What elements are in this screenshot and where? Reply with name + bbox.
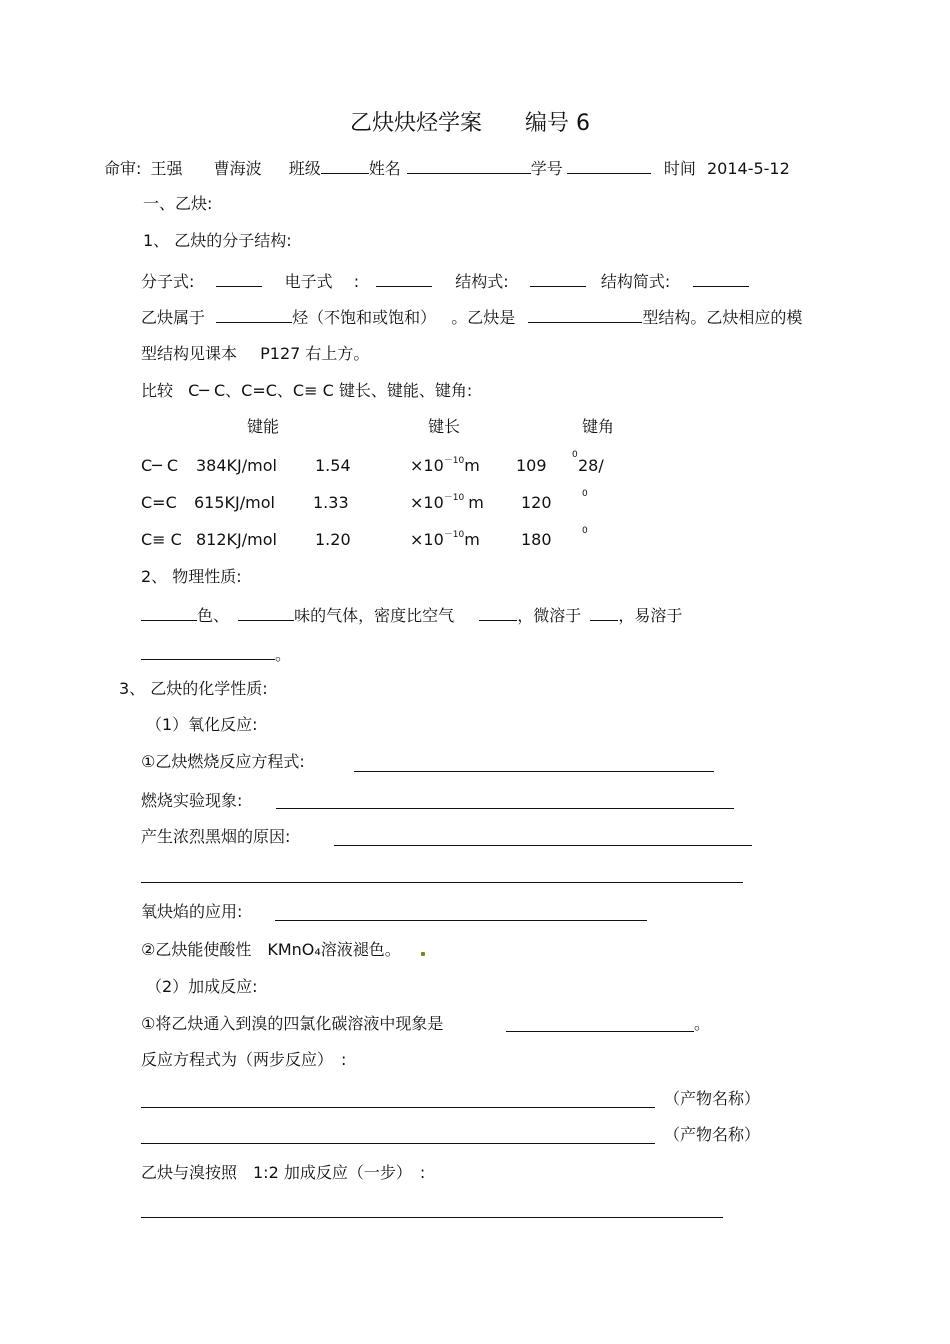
unit-m: m bbox=[464, 456, 480, 475]
sf-label: 结构式: bbox=[455, 272, 509, 291]
row-deg: 0 bbox=[582, 489, 588, 499]
compare-line bbox=[141, 383, 472, 399]
easy-label: ，易溶于 bbox=[618, 606, 683, 625]
row-length: 1.33 bbox=[313, 493, 349, 512]
density-blank[interactable] bbox=[479, 606, 517, 621]
date: 2014-5-12 bbox=[706, 159, 790, 178]
burn-eq-blank[interactable] bbox=[354, 771, 714, 772]
belong-a: 乙炔属于 bbox=[141, 308, 206, 327]
ratio-blank[interactable] bbox=[141, 1217, 723, 1218]
smoke-blank-2[interactable] bbox=[141, 882, 743, 883]
unit-exp: －10 bbox=[443, 530, 465, 540]
color-label: 色、 bbox=[197, 606, 230, 625]
mf-blank[interactable] bbox=[216, 272, 262, 287]
belong-b: 烃（不饱和或饱和） bbox=[292, 308, 437, 327]
header-energy: 键能 bbox=[247, 417, 280, 436]
name-blank[interactable] bbox=[407, 159, 531, 174]
row-unit bbox=[410, 458, 480, 474]
class-label: 班级 bbox=[288, 159, 321, 178]
formula-line bbox=[141, 272, 749, 290]
unit-text: ×10 bbox=[410, 493, 444, 512]
meta-line bbox=[104, 159, 790, 177]
compare-label: 比较 bbox=[141, 381, 174, 400]
reviewer-label: 命审: bbox=[104, 159, 142, 178]
belong-d: 型结构。乙炔相应的模 bbox=[642, 308, 803, 327]
eq-two-label: 反应方程式为（两步反应） : bbox=[141, 1050, 347, 1069]
row-angle: 109 bbox=[516, 456, 547, 475]
name-label: 姓名 bbox=[368, 159, 401, 178]
section-3-heading: 3、 乙炔的化学性质: bbox=[119, 679, 268, 698]
section-2-heading: 2、 物理性质: bbox=[141, 567, 242, 586]
reviewer-name-1: 王强 bbox=[150, 159, 183, 178]
class-blank[interactable] bbox=[321, 159, 369, 174]
belong-line bbox=[141, 308, 802, 326]
row-energy: 812KJ/mol bbox=[196, 530, 277, 549]
belong-c: 。乙炔是 bbox=[451, 308, 516, 327]
row-energy: 384KJ/mol bbox=[196, 456, 277, 475]
prod2-label: （产物名称） bbox=[664, 1125, 761, 1144]
br-pass-blank[interactable] bbox=[506, 1031, 694, 1032]
row-angle: 180 bbox=[521, 530, 552, 549]
id-label: 学号 bbox=[530, 159, 563, 178]
row-length: 1.54 bbox=[315, 456, 351, 475]
section-1-heading: 一、乙炔: bbox=[143, 194, 213, 213]
br-pass-label: ①将乙炔通入到溴的四氯化碳溶液中现象是 bbox=[141, 1014, 444, 1033]
eq-step2-blank[interactable] bbox=[141, 1143, 655, 1144]
row-length: 1.20 bbox=[315, 530, 351, 549]
unit-text: ×10 bbox=[410, 456, 444, 475]
addition-heading: （2）加成反应: bbox=[146, 977, 258, 996]
row-deg: 0 bbox=[572, 450, 578, 460]
br-pass-period: 。 bbox=[694, 1014, 711, 1033]
color-blank[interactable] bbox=[141, 606, 197, 621]
smoke-label: 产生浓烈黑烟的原因: bbox=[141, 827, 291, 846]
ef-label: 电子式 bbox=[284, 272, 333, 291]
ef-blank[interactable] bbox=[376, 272, 432, 287]
micro-blank[interactable] bbox=[590, 606, 618, 621]
flame-label: 氧炔焰的应用: bbox=[141, 902, 243, 921]
burn-eq-label: ①乙炔燃烧反应方程式: bbox=[141, 752, 305, 771]
row-bond: C─ C bbox=[141, 456, 179, 475]
header-length: 键长 bbox=[428, 417, 461, 436]
ssf-label: 结构简式: bbox=[600, 272, 671, 291]
row-bond: C=C bbox=[141, 493, 177, 512]
flame-blank[interactable] bbox=[275, 920, 647, 921]
page-title bbox=[350, 113, 590, 135]
smoke-blank[interactable] bbox=[334, 845, 752, 846]
row-extra: 28/ bbox=[578, 456, 604, 475]
physical-line bbox=[141, 606, 682, 624]
belong-line-2 bbox=[141, 346, 369, 362]
eq-step1-blank[interactable] bbox=[141, 1107, 655, 1108]
unit-exp: －10 bbox=[443, 493, 465, 503]
section-1-sub1: 1、 乙炔的分子结构: bbox=[143, 231, 292, 250]
kmno4-line: ②乙炔能使酸性 KMnO₄溶液褪色。 bbox=[141, 940, 401, 959]
sf-blank[interactable] bbox=[530, 272, 586, 287]
easy-blank[interactable] bbox=[141, 645, 275, 660]
burn-phen-label: 燃烧实验现象: bbox=[141, 791, 243, 810]
ssf-blank[interactable] bbox=[693, 272, 749, 287]
belong-f: P127 右上方。 bbox=[260, 344, 370, 363]
green-mark bbox=[421, 952, 425, 956]
title-name: 乙炔炔烃学案 bbox=[350, 111, 483, 136]
ratio-label: 乙炔与溴按照 1:2 加成反应（一步） : bbox=[141, 1163, 426, 1182]
reviewer-name-2: 曹海波 bbox=[213, 159, 262, 178]
id-blank[interactable] bbox=[567, 159, 651, 174]
time-label: 时间 bbox=[663, 159, 696, 178]
row-deg: 0 bbox=[582, 526, 588, 536]
compare-bonds: C─ C、C=C、C≡ C 键长、键能、键角: bbox=[188, 381, 473, 400]
belong-e: 型结构见课本 bbox=[141, 344, 238, 363]
belong-blank-1[interactable] bbox=[216, 308, 292, 323]
oxidation-heading: （1）氧化反应: bbox=[146, 715, 258, 734]
smell-label: 味的气体，密度比空气 bbox=[294, 606, 455, 625]
unit-exp: －10 bbox=[443, 456, 465, 466]
row-bond: C≡ C bbox=[141, 530, 182, 549]
physical-end: 。 bbox=[275, 645, 292, 664]
smell-blank[interactable] bbox=[238, 606, 294, 621]
row-energy: 615KJ/mol bbox=[194, 493, 275, 512]
mf-label: 分子式: bbox=[141, 272, 195, 291]
row-unit bbox=[410, 532, 480, 548]
unit-text: ×10 bbox=[410, 530, 444, 549]
belong-blank-2[interactable] bbox=[528, 308, 642, 323]
unit-m: m bbox=[464, 530, 480, 549]
physical-line-2 bbox=[141, 645, 291, 663]
row-unit bbox=[410, 495, 484, 511]
row-angle: 120 bbox=[521, 493, 552, 512]
burn-phen-blank[interactable] bbox=[276, 808, 734, 809]
unit-m: m bbox=[468, 493, 484, 512]
header-angle: 键角 bbox=[582, 417, 615, 436]
prod1-label: （产物名称） bbox=[664, 1089, 761, 1108]
micro-label: ，微溶于 bbox=[517, 606, 582, 625]
title-number: 编号 6 bbox=[525, 111, 591, 136]
ef-colon: : bbox=[353, 272, 360, 291]
